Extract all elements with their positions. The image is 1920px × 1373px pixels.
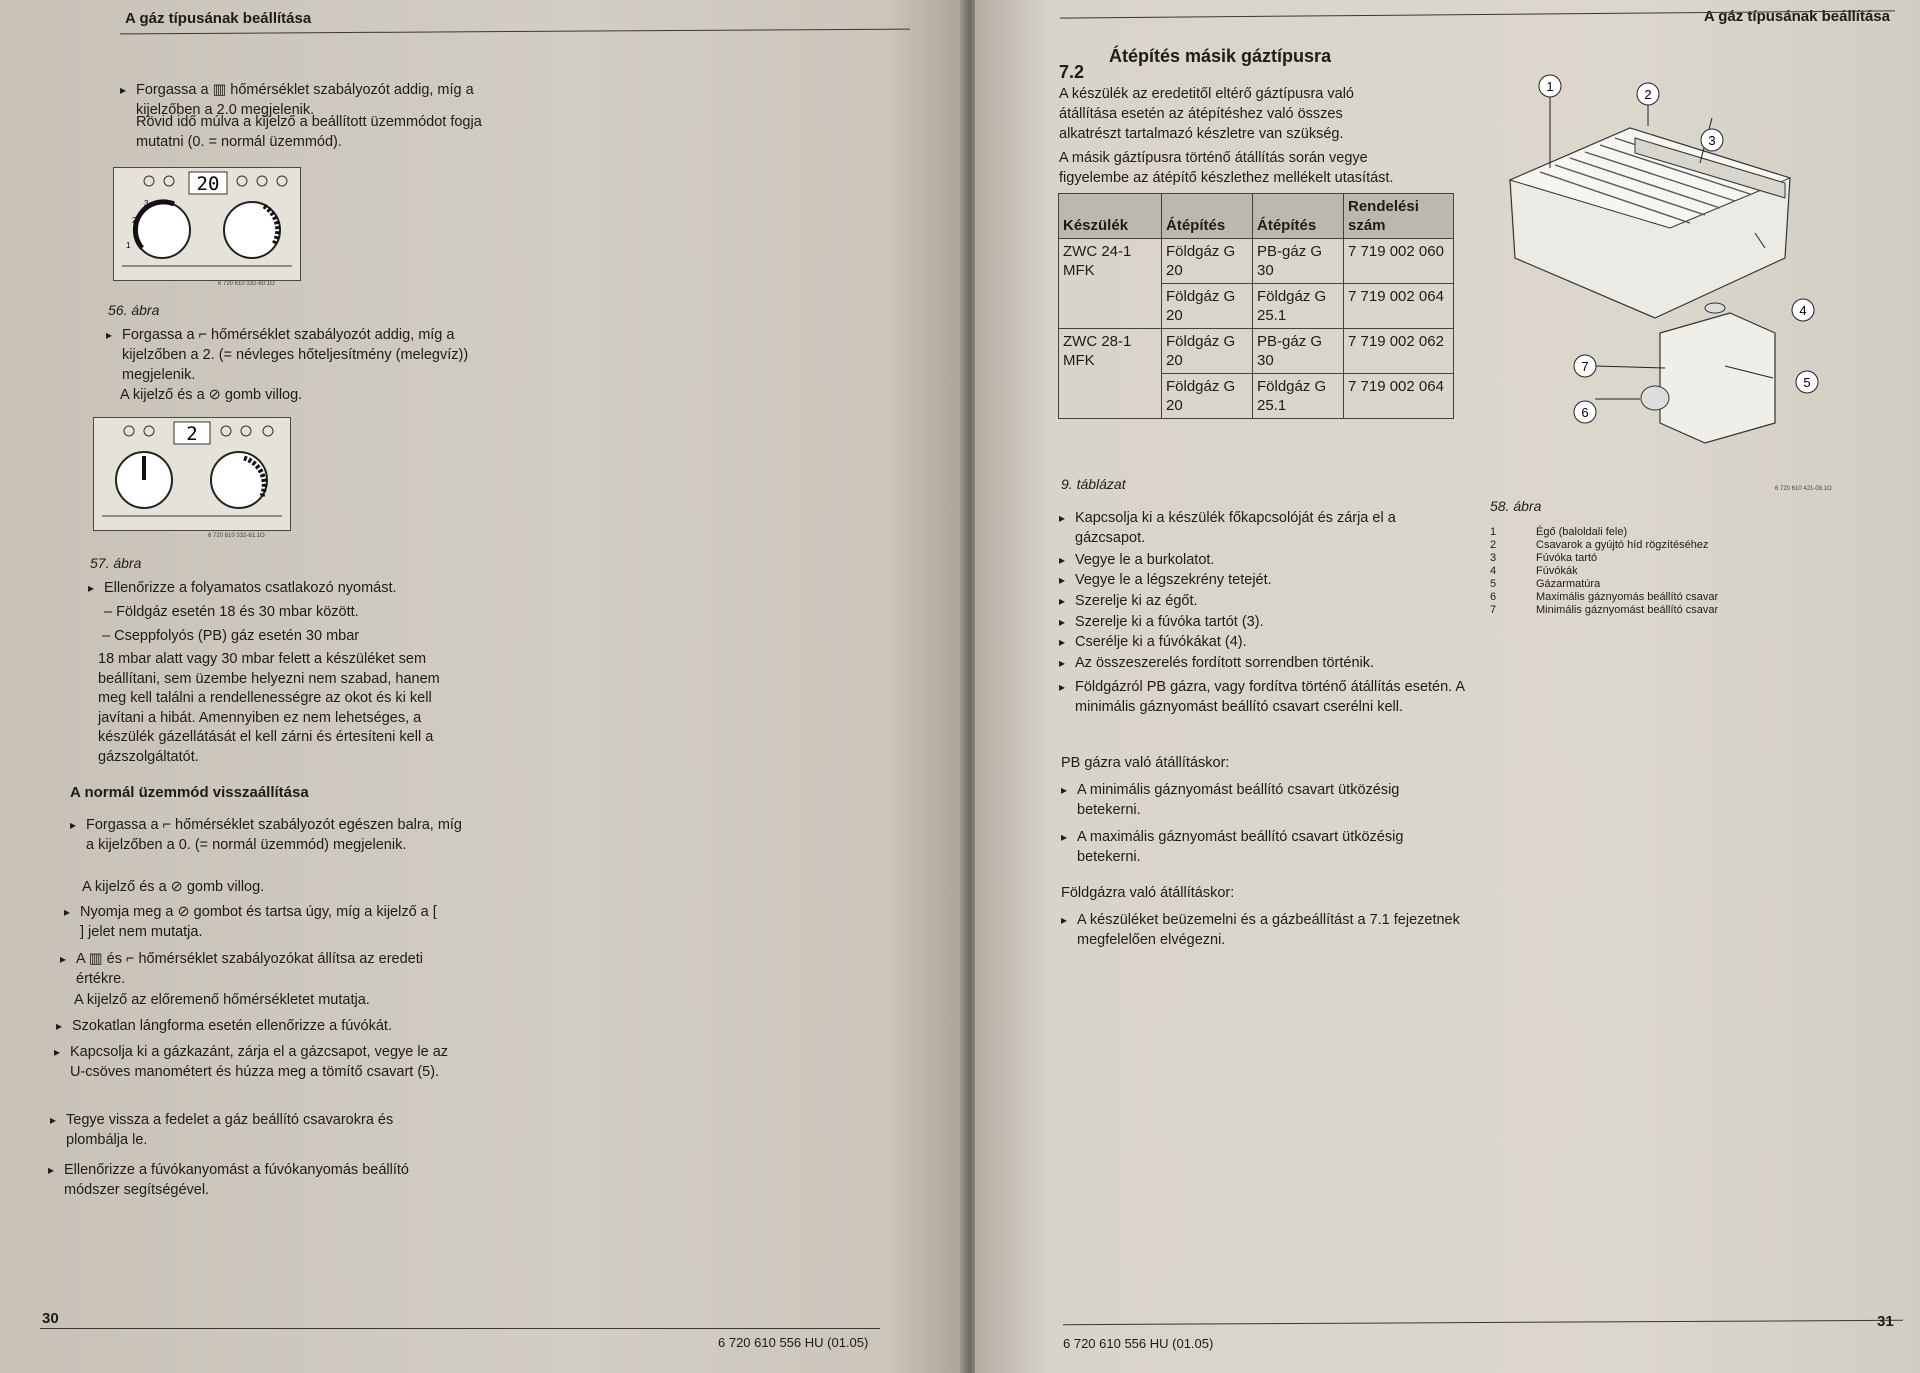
step-rotate-hotwater: ▸ Forgassa a ⌐ hőmérséklet szabályozót addig, míg a kijelzőben a 2. (= névleges hőteljesítmény (melegvíz)) megjelenik. xyxy=(122,325,482,385)
order-cell: 7 719 002 062 xyxy=(1344,329,1454,374)
subheading-normal-mode: A normál üzemmód visszaállítása xyxy=(70,784,309,801)
pb-heading: PB gázra való átállításkor: xyxy=(1061,755,1230,771)
fig57-caption: 57. ábra xyxy=(90,555,142,571)
hotwater-knob-icon xyxy=(224,202,280,258)
section-intro-1: A készülék az eredetitől eltérő gáztípusra való átállítása esetén az átépítéshez való összes alkatrészt tartalmazó készletre van szükség. xyxy=(1059,86,1354,142)
left-running-header: A gáz típusának beállítása xyxy=(125,10,312,27)
control-panel-diagram-2 xyxy=(94,418,290,530)
callout-4: 4 xyxy=(1799,303,1807,318)
callout-2: 2 xyxy=(1644,87,1652,102)
fig58-caption: 58. ábra xyxy=(1490,498,1542,514)
legend-item: 7 Minimális gáznyomást beállító csavar xyxy=(1490,604,1719,616)
natural-gas-step-1: ▸ A készüléket beüzemelni és a gázbeállítást a 7.1 fejezetnek megfelelően elvégezni. xyxy=(1077,910,1467,950)
left-header-rule xyxy=(120,29,910,35)
conv-step-5: ▸ Szerelje ki a fúvóka tartót (3). xyxy=(1075,612,1455,632)
pressure-lpg: – Cseppfolyós (PB) gáz esetén 30 mbar xyxy=(102,628,360,644)
order-cell: 7 719 002 060 xyxy=(1344,239,1454,284)
gas-valve-icon xyxy=(1660,313,1775,443)
conv-step-2: ▸ Vegye le a burkolatot. xyxy=(1075,550,1455,570)
right-footer-doc-code: 6 720 610 556 HU (01.05) xyxy=(1063,1336,1214,1351)
figure-56-control-panel xyxy=(113,167,301,281)
legend-item: 3 Fúvóka tartó xyxy=(1490,552,1598,564)
order-cell: 7 719 002 064 xyxy=(1344,284,1454,329)
conv-step-6: ▸ Cserélje ki a fúvókákat (4). xyxy=(1075,632,1455,652)
control-panel-diagram xyxy=(114,168,300,280)
from-cell: Földgáz G 20 xyxy=(1162,329,1253,374)
callout-6: 6 xyxy=(1581,405,1589,420)
table-caption: 9. táblázat xyxy=(1061,476,1126,492)
hotwater-knob-icon-2 xyxy=(211,452,267,508)
figure-57-control-panel xyxy=(93,417,291,531)
restore-step-7: ▸ Ellenőrizze a fúvókanyomást a fúvókanyomás beállító módszer segítségével. xyxy=(64,1160,444,1200)
restore-step-2: ▸ Nyomja meg a ⊘ gombot és tartsa úgy, míg a kijelző a [ ] jelet nem mutatja. xyxy=(80,902,440,942)
restore-step-3-note: A kijelző az előremenő hőmérsékletet mutatja. xyxy=(74,992,370,1008)
callout-1: 1 xyxy=(1546,79,1554,94)
col-order-number: Rendelési szám xyxy=(1344,194,1454,239)
right-page-number: 31 xyxy=(1877,1313,1894,1330)
to-cell: Földgáz G 25.1 xyxy=(1253,374,1344,419)
conv-step-1: ▸ Kapcsolja ki a készülék főkapcsolóját és zárja el a gázcsapot. xyxy=(1075,508,1455,548)
conv-step-7: ▸ Az összeszerelés fordított sorrendben történik. xyxy=(1075,653,1455,673)
right-page xyxy=(975,0,1920,1373)
conv-step-4: ▸ Szerelje ki az égőt. xyxy=(1075,591,1455,611)
pressure-natural-gas: – Földgáz esetén 18 és 30 mbar között. xyxy=(104,604,359,620)
pressure-warning: 18 mbar alatt vagy 30 mbar felett a készüléket sem beállítani, sem üzembe helyezni nem szabad, hanem meg kell találni a rendellenességre az okot és ki kell javítani a hibát. Amennyiben ez nem lehetséges, a készülék gázellátását el kell zárni és értesíteni kell a gázszolgáltatót. xyxy=(98,651,440,765)
conv-step-3: ▸ Vegye le a légszekrény tetejét. xyxy=(1075,570,1455,590)
from-cell: Földgáz G 20 xyxy=(1162,239,1253,284)
callout-7: 7 xyxy=(1581,359,1589,374)
legend-item: 6 Maximális gáznyomás beállító csavar xyxy=(1490,591,1719,603)
fig58-code: 6 720 610 421-08.1O xyxy=(1775,486,1832,492)
to-cell: Földgáz G 25.1 xyxy=(1253,284,1344,329)
from-cell: Földgáz G 20 xyxy=(1162,284,1253,329)
legend-item: 2 Csavarok a gyújtó híd rögzítéséhez xyxy=(1490,539,1709,551)
step-rotate-hotwater-note: A kijelző és a ⊘ gomb villog. xyxy=(120,387,303,403)
col-from: Átépítés xyxy=(1162,194,1253,239)
col-device: Készülék xyxy=(1059,194,1162,239)
step-check-pressure: ▸ Ellenőrizze a folyamatos csatlakozó nyomást. xyxy=(104,578,464,598)
restore-step-3: ▸ A ▥ és ⌐ hőmérséklet szabályozókat állítsa az eredeti értékre. xyxy=(76,949,456,989)
from-cell: Földgáz G 20 xyxy=(1162,374,1253,419)
display-readout-2: 2 xyxy=(186,423,198,445)
legend-item: 1 Égő (baloldali fele) xyxy=(1490,526,1628,538)
section-number: 7.2 xyxy=(1059,62,1085,82)
to-cell: PB-gáz G 30 xyxy=(1253,239,1344,284)
callout-5: 5 xyxy=(1803,375,1811,390)
conv-step-8: ▸ Földgázról PB gázra, vagy fordítva történő átállítás esetén. A minimális gáznyomást beállító csavart cserélni kell. xyxy=(1075,677,1465,717)
fig57-code: 6 720 610 332-61.1O xyxy=(208,533,265,539)
restore-step-6: ▸ Tegye vissza a fedelet a gáz beállító csavarokra és plombálja le. xyxy=(66,1110,446,1150)
svg-text:3: 3 xyxy=(144,199,149,208)
table-row xyxy=(1059,239,1454,284)
restore-step-4: ▸ Szokatlan lángforma esetén ellenőrizze a fúvókát. xyxy=(72,1016,462,1036)
device-cell: ZWC 28-1 MFK xyxy=(1059,329,1162,419)
table-header-row xyxy=(1059,194,1454,239)
col-to: Átépítés xyxy=(1253,194,1344,239)
callout-3: 3 xyxy=(1708,133,1716,148)
right-footer-rule xyxy=(1063,1320,1903,1325)
section-title: Átépítés másik gáztípusra xyxy=(1109,46,1332,66)
order-cell: 7 719 002 064 xyxy=(1344,374,1454,419)
svg-text:2: 2 xyxy=(132,216,137,225)
restore-step-5: ▸ Kapcsolja ki a gázkazánt, zárja el a gázcsapot, vegye le az U-csöves manométert és húzza meg a tömítő csavart (5). xyxy=(70,1042,450,1082)
to-cell: PB-gáz G 30 xyxy=(1253,329,1344,374)
svg-text:1: 1 xyxy=(126,241,131,250)
figure-58-burner xyxy=(1485,68,1835,488)
legend-item: 5 Gázarmatúra xyxy=(1490,578,1601,590)
restore-step-1: ▸ Forgassa a ⌐ hőmérséklet szabályozót egészen balra, míg a kijelzőben a 0. (= normál üzemmód) megjelenik. xyxy=(86,815,466,855)
section-intro-2: A másik gáztípusra történő átállítás során vegye figyelembe az átépítő készlethez mellékelt utasítást. xyxy=(1059,150,1394,186)
step-rotate-heating-note: Rövid idő múlva a kijelző a beállított üzemmódot fogja mutatni (0. = normál üzemmód). xyxy=(136,114,482,150)
fig56-caption: 56. ábra xyxy=(108,302,160,318)
burner-exploded-diagram xyxy=(1485,68,1835,488)
pb-step-1: ▸ A minimális gáznyomást beállító csavart ütközésig betekerni. xyxy=(1077,780,1457,820)
fig56-code: 6 720 610 332-60.1O xyxy=(218,281,275,287)
legend-item: 4 Fúvókák xyxy=(1490,565,1578,577)
step-rotate-heating: ▸ Forgassa a ▥ hőmérséklet szabályozót addig, míg a kijelzőben a 2.0 megjelenik. xyxy=(136,80,486,120)
left-footer-rule xyxy=(40,1328,880,1329)
fig58-legend xyxy=(1490,526,1790,617)
conversion-kit-table xyxy=(1058,193,1454,419)
right-running-header: A gáz típusának beállítása xyxy=(1703,8,1890,25)
left-page-number: 30 xyxy=(42,1310,59,1327)
left-footer-doc-code: 6 720 610 556 HU (01.05) xyxy=(718,1335,869,1350)
table-row xyxy=(1059,329,1454,374)
restore-step-1-note: A kijelző és a ⊘ gomb villog. xyxy=(82,879,265,895)
device-cell: ZWC 24-1 MFK xyxy=(1059,239,1162,329)
natural-gas-heading: Földgázra való átállításkor: xyxy=(1061,885,1235,901)
display-readout: 20 xyxy=(196,173,220,195)
pb-step-2: ▸ A maximális gáznyomást beállító csavart ütközésig betekerni. xyxy=(1077,827,1417,867)
